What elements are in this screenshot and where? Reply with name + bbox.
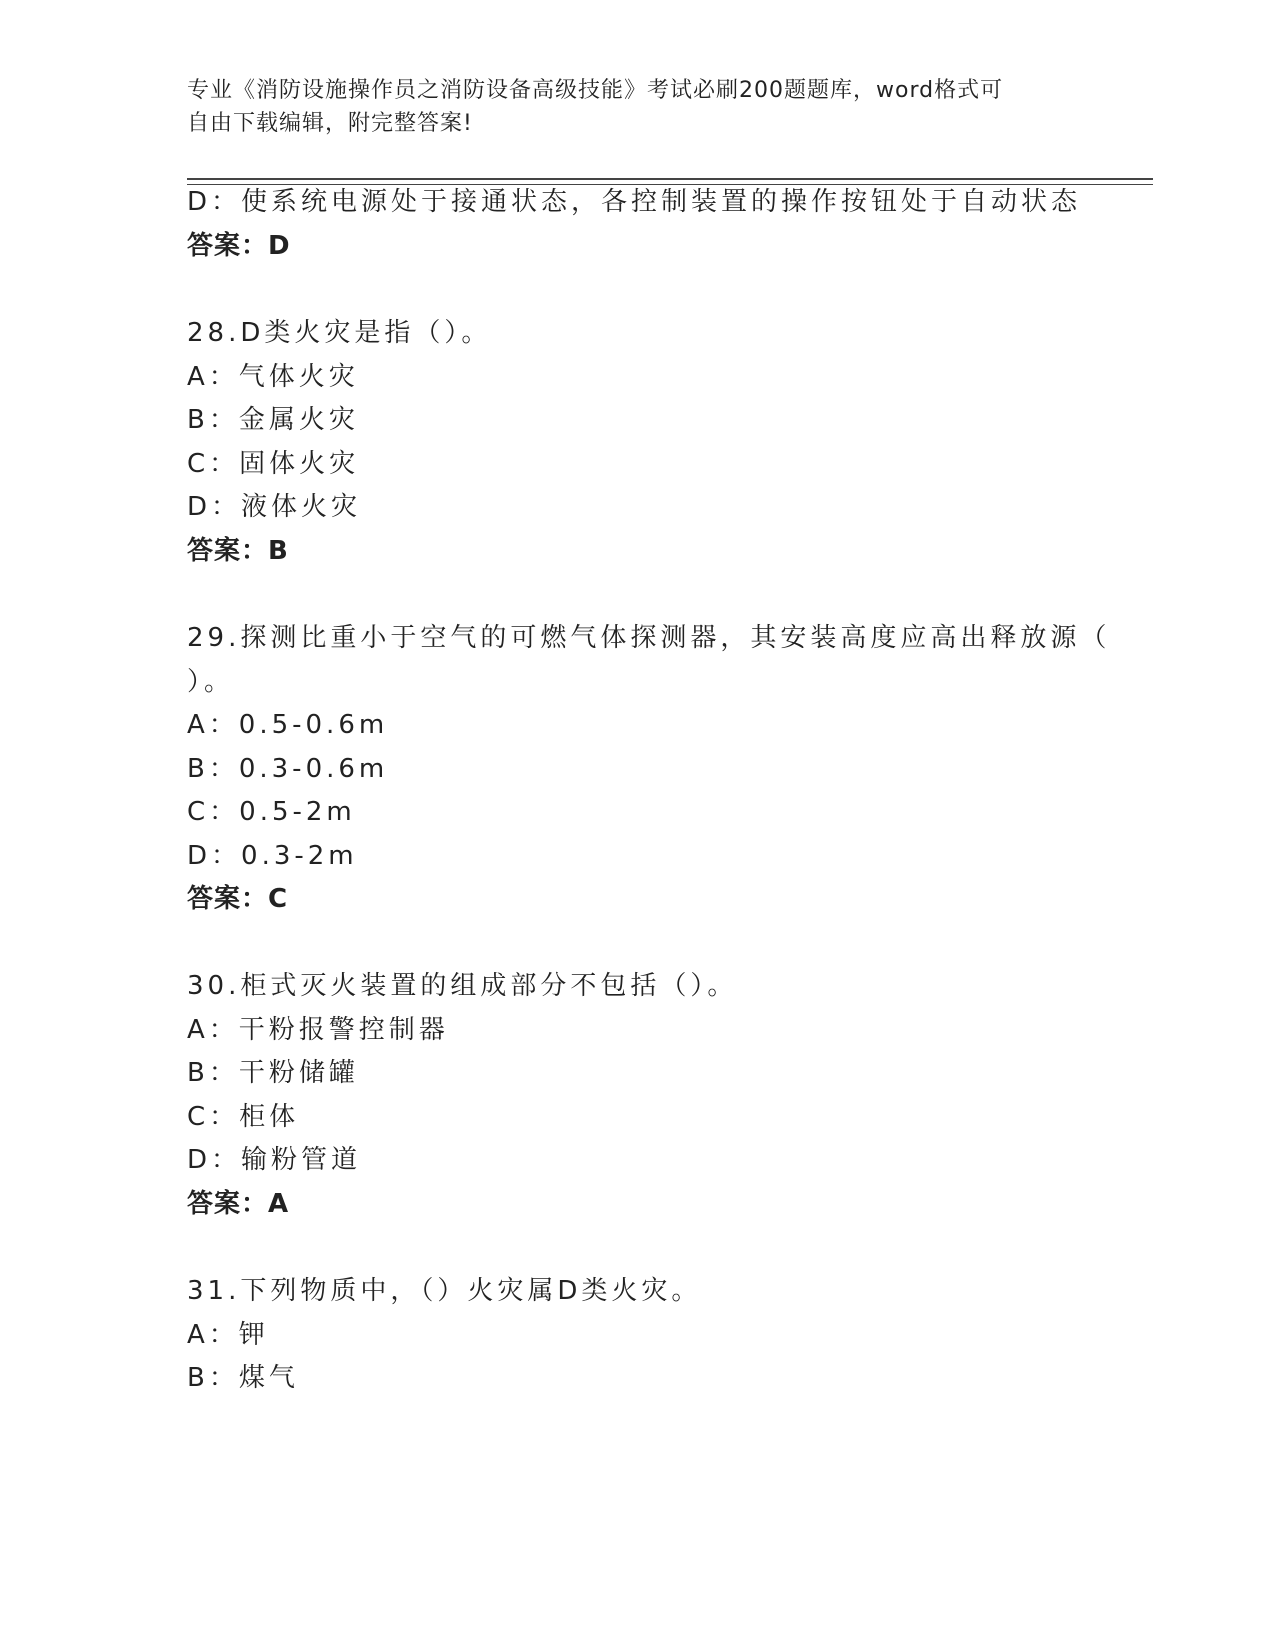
question-29-line-2: ）。: [187, 667, 235, 697]
previous-answer: 答案：D: [187, 231, 291, 261]
question-28-option-d: D：液体火灾: [187, 492, 362, 522]
document-header: [187, 74, 1067, 140]
question-30-option-b: B：干粉储罐: [187, 1058, 359, 1088]
question-28-option-a: A：气体火灾: [187, 362, 359, 392]
question-29-option-a: A：0.5-0.6m: [187, 710, 389, 740]
question-31: 31.下列物质中，（）火灾属D类火灾。: [187, 1276, 702, 1306]
question-28-option-c: C：固体火灾: [187, 449, 360, 479]
question-30-option-d: D：输粉管道: [187, 1145, 362, 1175]
question-30-option-c: C：柜体: [187, 1102, 300, 1132]
question-30-option-a: A：干粉报警控制器: [187, 1015, 449, 1045]
question-29-option-b: B：0.3-0.6m: [187, 754, 389, 784]
question-29-answer: 答案：C: [187, 884, 289, 914]
question-30-answer: 答案：A: [187, 1189, 290, 1219]
question-31-option-a: A：钾: [187, 1320, 269, 1350]
header-divider-thick: [187, 178, 1153, 180]
previous-option-d: D：使系统电源处于接通状态，各控制装置的操作按钮处于自动状态: [187, 187, 1082, 217]
question-28-answer: 答案：B: [187, 536, 289, 566]
question-29-line-1: 29.探测比重小于空气的可燃气体探测器，其安装高度应高出释放源（: [187, 623, 1111, 653]
header-line-1: 专业《消防设施操作员之消防设备高级技能》考试必刷200题题库，word格式可: [187, 78, 1004, 103]
question-30: 30.柜式灭火装置的组成部分不包括（）。: [187, 971, 738, 1001]
header-line-2: 自由下载编辑，附完整答案!: [187, 111, 473, 136]
question-28: 28.D类火灾是指（）。: [187, 318, 492, 348]
question-31-option-b: B：煤气: [187, 1363, 299, 1393]
question-29-option-d: D：0.3-2m: [187, 841, 358, 871]
question-28-option-b: B：金属火灾: [187, 405, 359, 435]
question-29-option-c: C：0.5-2m: [187, 797, 356, 827]
